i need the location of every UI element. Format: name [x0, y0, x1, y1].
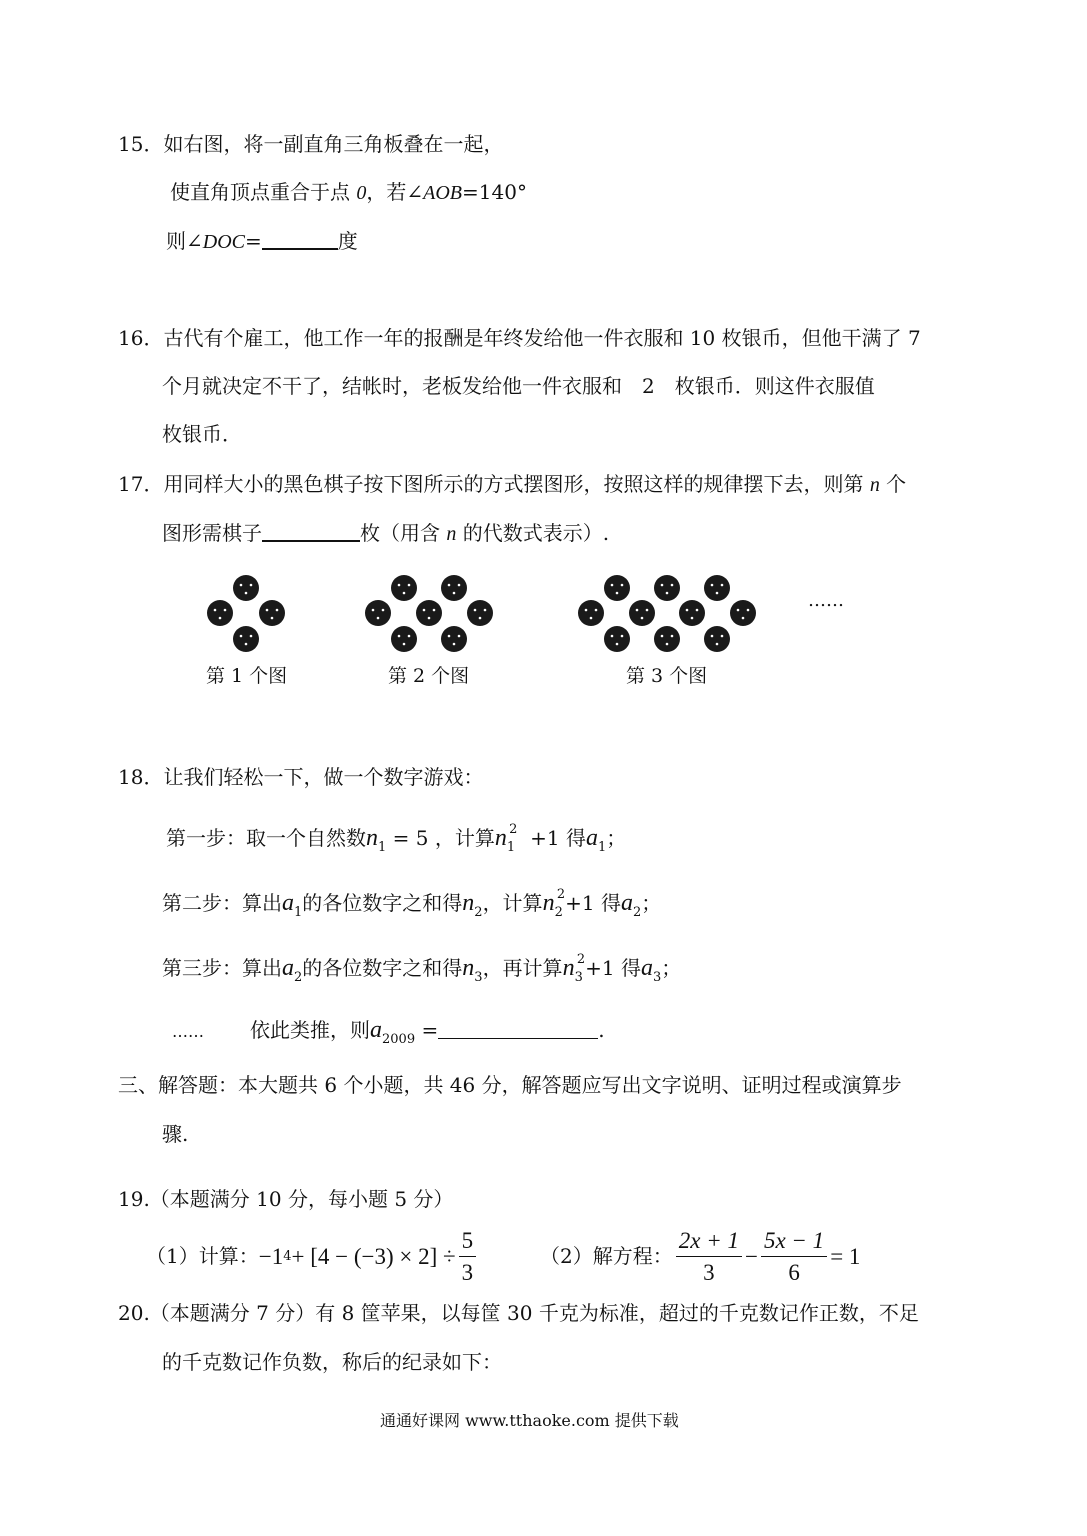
figure-ellipsis: …… [808, 590, 844, 611]
q18-step-3: 第三步：算出$a_2$的各位数字之和得$n_3$，再计算$n_3^2+1$ 得$a_3$； [162, 952, 682, 985]
q15-line-3: 则∠DOC= 度 [166, 229, 358, 253]
figure-2 [365, 575, 493, 652]
q20-line-1: 20.（本题满分 7 分）有 8 筐苹果，以每筐 30 千克为标准，超过的千克数记作正数，不足 [118, 1301, 919, 1325]
q18-step-2: 第二步：算出$a_1$的各位数字之和得$n_2$，计算$n_2^2+1$ 得$a_2$； [162, 887, 662, 920]
answer-blank [438, 1020, 598, 1039]
figure-1-label: 第 1 个图 [206, 665, 288, 687]
section-3-line-1: 三、解答题：本大题共 6 个小题，共 46 分，解答题应写出文字说明、证明过程或演算步 [118, 1073, 902, 1097]
q16-line-2: 个月就决定不干了，结帐时，老板发给他一件衣服和 2 枚银币．则这件衣服值 [162, 374, 875, 398]
q18-step-1: 第一步：取一个自然数$n_1 = 5$ ，计算$n_1^2 +1$ 得$a_1$； [166, 822, 627, 855]
fraction-right: $\frac{5x - 1}{6}$ [761, 1229, 827, 1284]
answer-blank [262, 522, 360, 542]
q19-part-2: （2）解方程： $\frac{2x + 1}{3}$ − $\frac{5x - 1}{6}$ = 1 [540, 1227, 861, 1285]
figure-1 [207, 575, 285, 652]
q15-line-1: 15．如右图，将一副直角三角板叠在一起， [118, 132, 504, 156]
q17-line-1: 17．用同样大小的黑色棋子按下图所示的方式摆图形，按照这样的规律摆下去，则第 n 个 [118, 472, 907, 496]
q19-part-1: （1）计算： −1 4 + [4 − (−3) × 2] ÷ $\frac{5}{3}$ [146, 1226, 479, 1286]
q18-etc: …… 依此类推，则$a_{2009}$ = . [172, 1017, 605, 1047]
q18-line-1: 18．让我们轻松一下，做一个数字游戏： [118, 765, 484, 789]
chess-pieces-figure [180, 560, 900, 670]
figure-2-label: 第 2 个图 [388, 665, 470, 687]
figure-3 [578, 575, 756, 652]
fraction-left: $\frac{2x + 1}{3}$ [676, 1229, 742, 1284]
q16-line-1: 16．古代有个雇工，他工作一年的报酬是年终发给他一件衣服和 10 枚银币，但他干满了 7 [118, 326, 921, 350]
q15-line-2: 使直角顶点重合于点 0，若∠AOB=140° [170, 180, 527, 204]
q16-line-3: 枚银币． [162, 422, 242, 446]
q19-line-1: 19.（本题满分 10 分，每小题 5 分） [118, 1187, 454, 1211]
figure-3-label: 第 3 个图 [626, 665, 708, 687]
q17-line-2: 图形需棋子 枚（用含 n 的代数式表示）. [162, 521, 610, 545]
fraction-five-thirds: $\frac{5}{3}$ [459, 1229, 477, 1284]
section-3-line-2: 骤. [162, 1122, 189, 1146]
answer-blank [262, 230, 338, 250]
q20-line-2: 的千克数记作负数，称后的纪录如下： [162, 1350, 502, 1374]
page-footer: 通通好课网 www.tthaoke.com 提供下载 [380, 1411, 679, 1430]
